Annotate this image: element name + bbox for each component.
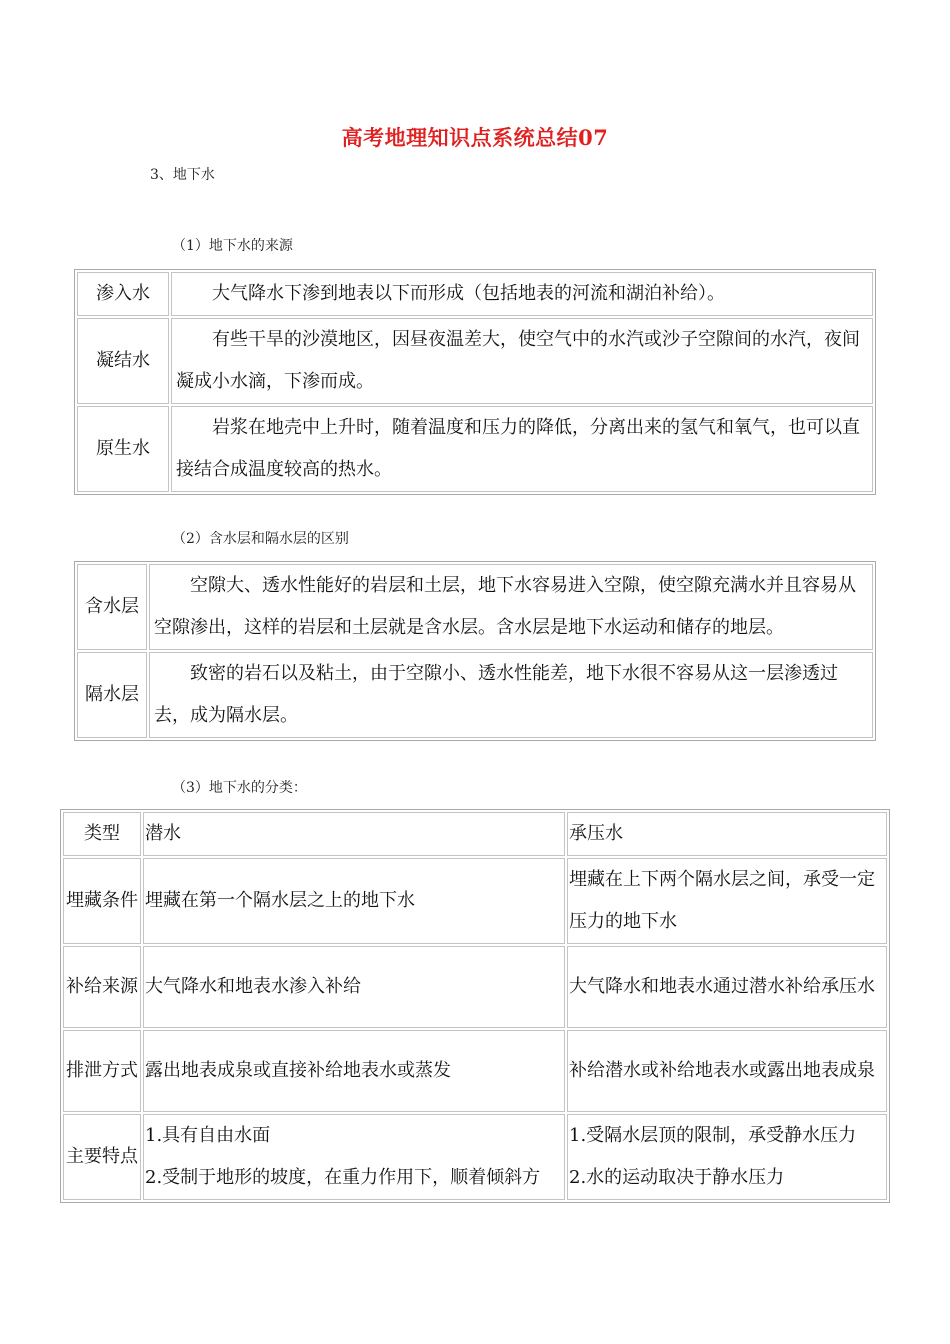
confined-cell: 大气降水和地表水通过潜水补给承压水 (567, 946, 887, 1028)
row-label: 原生水 (77, 406, 169, 492)
row-label: 补给来源 (63, 946, 141, 1028)
part1-heading: （1）地下水的来源 (172, 238, 293, 254)
table-row (63, 1030, 887, 1112)
row-text: 空隙大、透水性能好的岩层和土层，地下水容易进入空隙，使空隙充满水并且容易从空隙渗出，这样的岩层和土层就是含水层。含水层是地下水运动和储存的地层。 (149, 564, 873, 650)
header-phreatic: 潜水 (143, 812, 565, 856)
confined-cell: 补给潜水或补给地表水或露出地表成泉 (567, 1030, 887, 1112)
row-text: 大气降水下渗到地表以下而形成（包括地表的河流和湖泊补给）。 (171, 272, 873, 316)
groundwater-source-table (74, 269, 876, 495)
section-heading: 3、地下水 (150, 167, 215, 183)
header-confined: 承压水 (567, 812, 887, 856)
feature-line: 2.水的运动取决于静水压力 (569, 1167, 785, 1188)
phreatic-cell: 埋藏在第一个隔水层之上的地下水 (143, 858, 565, 944)
row-label: 排泄方式 (63, 1030, 141, 1112)
table-row (63, 946, 887, 1028)
row-text: 致密的岩石以及粘土，由于空隙小、透水性能差，地下水很不容易从这一层渗透过去，成为隔水层。 (149, 652, 873, 738)
phreatic-cell: 大气降水和地表水渗入补给 (143, 946, 565, 1028)
row-text: 岩浆在地壳中上升时，随着温度和压力的降低，分离出来的氢气和氧气，也可以直接结合成温度较高的热水。 (171, 406, 873, 492)
table-row (77, 652, 873, 738)
part2-heading: （2）含水层和隔水层的区别 (172, 531, 349, 547)
table-row (77, 406, 873, 492)
table-row (63, 1114, 887, 1200)
row-text: 有些干旱的沙漠地区，因昼夜温差大，使空气中的水汽或沙子空隙间的水汽，夜间凝成小水滴，下渗而成。 (171, 318, 873, 404)
table-row (77, 318, 873, 404)
row-label: 凝结水 (77, 318, 169, 404)
row-label: 隔水层 (77, 652, 147, 738)
phreatic-cell: 露出地表成泉或直接补给地表水或蒸发 (143, 1030, 565, 1112)
feature-line: 1.受隔水层顶的限制，承受静水压力 (569, 1125, 857, 1146)
feature-line: 1.具有自由水面 (145, 1125, 271, 1146)
row-label: 埋藏条件 (63, 858, 141, 944)
table-row (77, 564, 873, 650)
confined-cell: 埋藏在上下两个隔水层之间，承受一定压力的地下水 (567, 858, 887, 944)
table-header-row (63, 812, 887, 856)
phreatic-cell (143, 1114, 565, 1200)
row-label: 含水层 (77, 564, 147, 650)
page-title: 高考地理知识点系统总结07 (341, 125, 609, 150)
table-row (77, 272, 873, 316)
row-label: 主要特点 (63, 1114, 141, 1200)
aquifer-table (74, 561, 876, 741)
feature-line: 2.受制于地形的坡度，在重力作用下，顺着倾斜方 (145, 1167, 541, 1188)
header-type: 类型 (63, 812, 141, 856)
groundwater-type-table (60, 809, 890, 1203)
table-row (63, 858, 887, 944)
row-label: 渗入水 (77, 272, 169, 316)
part3-heading: （3）地下水的分类： (172, 780, 307, 796)
confined-cell (567, 1114, 887, 1200)
